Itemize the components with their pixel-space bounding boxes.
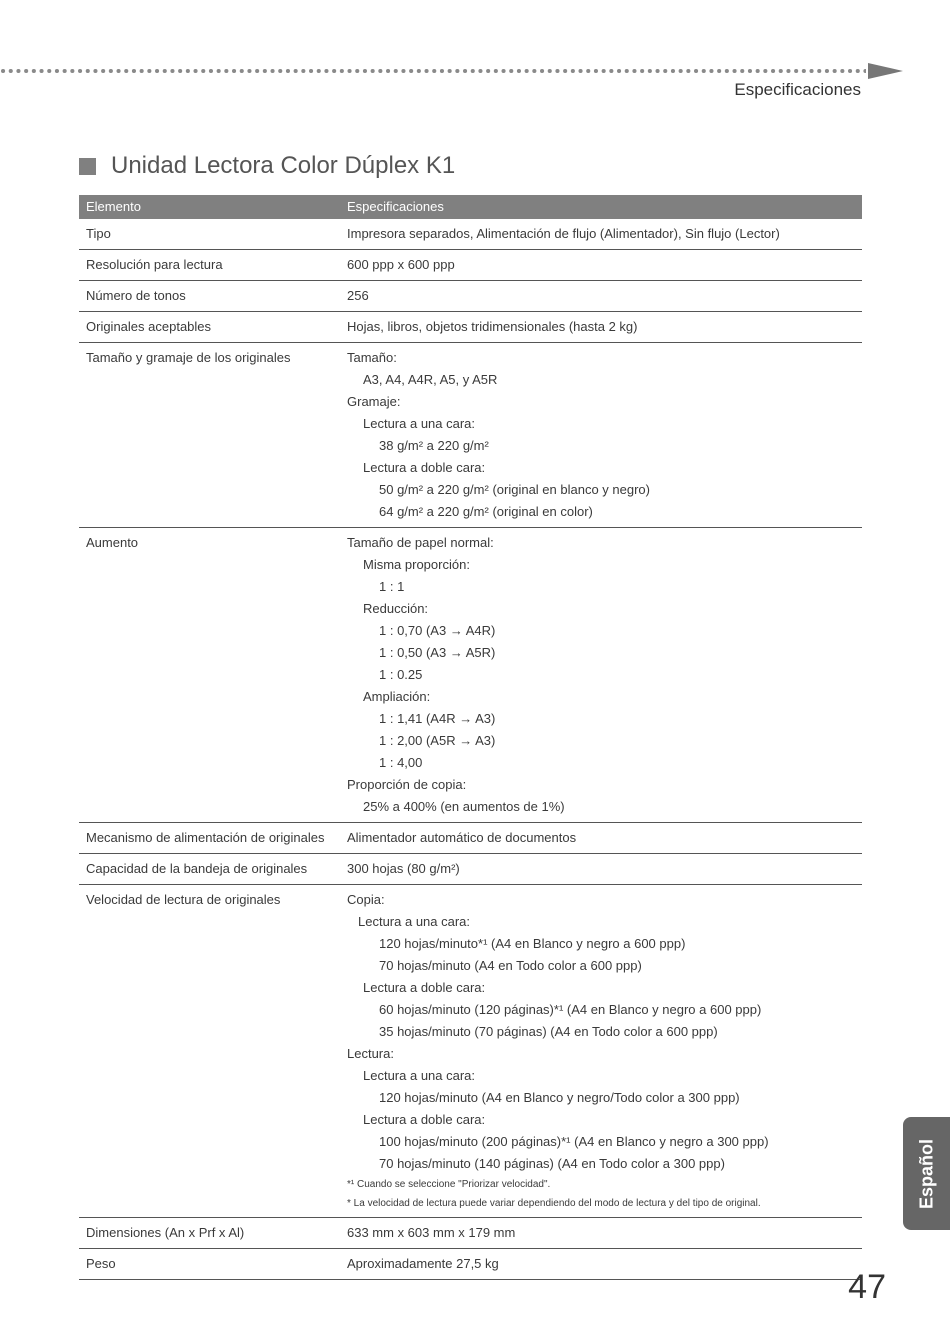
row-label: Aumento <box>86 535 139 550</box>
row-label: Dimensiones (An x Prf x Al) <box>86 1225 245 1240</box>
spec-line: Lectura: <box>347 1046 394 1061</box>
spec-line: 70 hojas/minuto (A4 en Todo color a 600 ppp) <box>379 958 642 973</box>
spec-line: 1 : 2,00 (A5R → A3) <box>379 733 496 748</box>
spec-line: A3, A4, A4R, A5, y A5R <box>363 372 498 387</box>
spec-line: Aproximadamente 27,5 kg <box>347 1256 499 1271</box>
spec-line: Reducción: <box>363 601 429 616</box>
header-title: Especificaciones <box>734 80 861 99</box>
spec-line: 50 g/m² a 220 g/m² (original en blanco y negro) <box>379 482 650 497</box>
spec-line: Hojas, libros, objetos tridimensionales (hasta 2 kg) <box>347 319 638 334</box>
spec-line: Impresora separados, Alimentación de flujo (Alimentador), Sin flujo (Lector) <box>347 226 780 241</box>
spec-line: 120 hojas/minuto (A4 en Blanco y negro/Todo color a 300 ppp) <box>379 1090 740 1105</box>
header-dotted-line <box>0 68 866 74</box>
spec-line: Lectura a doble cara: <box>363 460 486 475</box>
spec-line: 1 : 0,50 (A3 → A5R) <box>379 645 496 660</box>
table-row <box>79 250 862 281</box>
square-bullet-icon <box>79 158 96 175</box>
row-label: Mecanismo de alimentación de originales <box>86 830 325 845</box>
spec-line: Lectura a una cara: <box>363 416 476 431</box>
spec-line: 100 hojas/minuto (200 páginas)*¹ (A4 en Blanco y negro a 300 ppp) <box>379 1134 769 1149</box>
page-number: 47 <box>848 1268 886 1306</box>
spec-table <box>79 195 862 1280</box>
spec-line: 60 hojas/minuto (120 páginas)*¹ (A4 en Blanco y negro a 600 ppp) <box>379 1002 762 1017</box>
language-tab-label: Español <box>916 1138 936 1209</box>
spec-line: Proporción de copia: <box>347 777 467 792</box>
spec-line: Lectura a una cara: <box>363 1068 476 1083</box>
spec-line: Alimentador automático de documentos <box>347 830 577 845</box>
table-row <box>79 312 862 343</box>
spec-line: 120 hojas/minuto*¹ (A4 en Blanco y negro a 600 ppp) <box>379 936 686 951</box>
table-row <box>79 219 862 250</box>
row-label: Resolución para lectura <box>86 257 223 272</box>
spec-line: Lectura a una cara: <box>358 914 471 929</box>
spec-line: 1 : 1,41 (A4R → A3) <box>379 711 496 726</box>
spec-line: Ampliación: <box>363 689 431 704</box>
spec-line: Tamaño de papel normal: <box>347 535 494 550</box>
spec-line: 600 ppp x 600 ppp <box>347 257 455 272</box>
section-title: Unidad Lectora Color Dúplex K1 <box>111 152 456 179</box>
spec-line: 64 g/m² a 220 g/m² (original en color) <box>379 504 593 519</box>
footnote: *¹ Cuando se seleccione "Priorizar velocidad". <box>347 1179 551 1190</box>
language-tab[interactable] <box>903 1117 950 1230</box>
row-label: Tamaño y gramaje de los originales <box>86 350 291 365</box>
spec-line: 1 : 0.25 <box>379 667 423 682</box>
spec-line: 38 g/m² a 220 g/m² <box>379 438 489 453</box>
spec-line: Gramaje: <box>347 394 401 409</box>
header-arrow-icon <box>868 63 903 79</box>
column-header-element: Elemento <box>86 199 141 214</box>
table-row <box>79 823 862 854</box>
spec-line: Tamaño: <box>347 350 397 365</box>
spec-line: 25% a 400% (en aumentos de 1%) <box>363 799 565 814</box>
spec-line: Copia: <box>347 892 385 907</box>
spec-line: 35 hojas/minuto (70 páginas) (A4 en Todo color a 600 ppp) <box>379 1024 718 1039</box>
spec-line: 633 mm x 603 mm x 179 mm <box>347 1225 516 1240</box>
spec-line: 300 hojas (80 g/m²) <box>347 861 460 876</box>
row-label: Capacidad de la bandeja de originales <box>86 861 308 876</box>
row-label: Velocidad de lectura de originales <box>86 892 281 907</box>
table-header-row <box>79 195 862 219</box>
table-row <box>79 885 862 1218</box>
spec-line: Lectura a doble cara: <box>363 980 486 995</box>
table-row <box>79 281 862 312</box>
footnote: * La velocidad de lectura puede variar dependiendo del modo de lectura y del tipo de original. <box>347 1198 761 1209</box>
spec-line: 256 <box>347 288 369 303</box>
table-row <box>79 1218 862 1249</box>
spec-line: Misma proporción: <box>363 557 470 572</box>
table-row <box>79 528 862 823</box>
spec-line: Lectura a doble cara: <box>363 1112 486 1127</box>
row-label: Número de tonos <box>86 288 186 303</box>
spec-line: 70 hojas/minuto (140 páginas) (A4 en Todo color a 300 ppp) <box>379 1156 725 1171</box>
spec-line: 1 : 1 <box>379 579 405 594</box>
spec-line: 1 : 0,70 (A3 → A4R) <box>379 623 496 638</box>
row-label: Tipo <box>86 226 111 241</box>
column-header-specs: Especificaciones <box>347 199 444 214</box>
table-row <box>79 343 862 528</box>
row-label: Originales aceptables <box>86 319 212 334</box>
table-row <box>79 1249 862 1280</box>
table-row <box>79 854 862 885</box>
spec-line: 1 : 4,00 <box>379 755 423 770</box>
row-label: Peso <box>86 1256 116 1271</box>
